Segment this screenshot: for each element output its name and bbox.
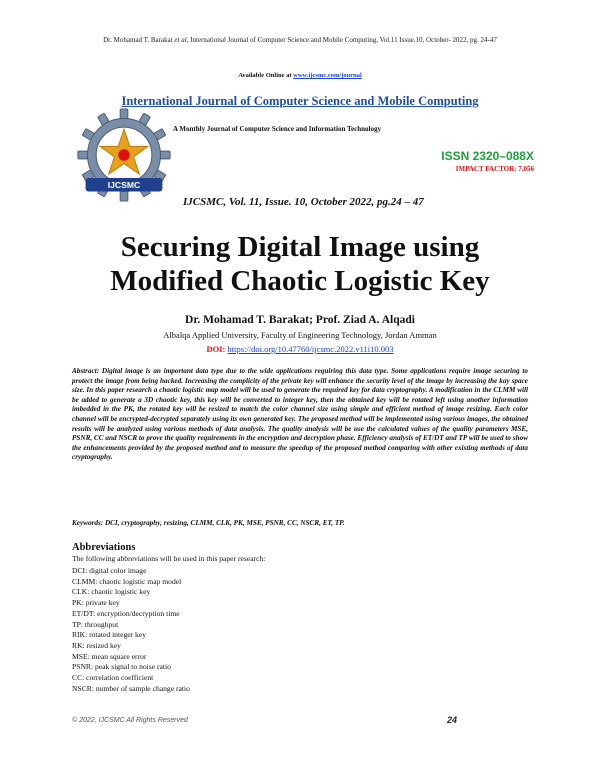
list-item: RIK: rotated integer key — [72, 630, 147, 640]
paper-title-line-2: Modified Chaotic Logistic Key — [110, 265, 490, 297]
abbreviations-intro: The following abbreviations will be used in this paper research: — [72, 554, 266, 563]
doi-line — [0, 344, 600, 354]
ijcsmc-gear-logo-icon — [76, 107, 172, 203]
doi-label: DOI: — [206, 344, 226, 354]
journal-tagline: A Monthly Journal of Computer Science and Information Technology — [173, 125, 381, 133]
list-item: CLK: chaotic logistic key — [72, 587, 151, 597]
journal-url-link[interactable]: www.ijcsmc.com/journal — [293, 72, 362, 79]
list-item: PK: private key — [72, 598, 120, 608]
abbreviations-list — [72, 566, 190, 694]
journal-name[interactable]: International Journal of Computer Science and Mobile Computing — [121, 94, 479, 108]
affiliation: Albalqa Applied University, Faculty of Engineering Technology, Jordan Amman — [163, 330, 437, 340]
running-head-etal: et al — [174, 36, 187, 44]
doi-link[interactable]: https://doi.org/10.47760/ijcsmc.2022.v11i10.003 — [227, 344, 394, 354]
list-item: PSNR: peak signal to noise ratio — [72, 662, 171, 672]
logo-text: IJCSMC — [107, 180, 141, 191]
abbreviations-heading: Abbreviations — [72, 542, 136, 553]
list-item: NSCR: number of sample change ratio — [72, 683, 190, 693]
available-label: Available Online at — [238, 72, 294, 79]
issn-number: ISSN 2320–088X — [441, 149, 534, 163]
list-item: TP: throughput — [72, 619, 119, 629]
list-item: CC: correlation coefficient — [72, 673, 154, 683]
issue-citation: IJCSMC, Vol. 11, Issue. 10, October 2022, pg.24 – 47 — [183, 196, 424, 208]
impact-factor: IMPACT FACTOR: 7.056 — [455, 165, 534, 173]
list-item: MSE: mean square error — [72, 651, 147, 661]
abstract: Abstract: Digital image is an important data type due to the wide applications requiring this data type. Some applications require image securing to protect the image from being hacked. Increasing the complicity of the private key will enhance the security level of the image by increasing the kay space size. In this paper research a chaotic logistic map model will be used to generate the required key for data cryptography. A modification in the CLMM will be added to generate a 3D chaotic key, this key will be converted to integer key, then the obtained key will be rotated left using another information imbedded in the PK, the rotated key will be resized to match the color channel size using simple and efficient method of image resizing. Each color channel will be encrypted-decrypted separately using its own generated key. The proposed method will be implemented using various images, the obtained results will be analyzed using various methods of data analysis. The quality analysis will be use the calculated values of the quality parameters MSE, PSNR, CC and NSCR to prove the quality requirements in the encryption and decryption phase. Efficiency analysis of ET/DT and TP will be used to show the enhancements provided by the proposed method and to measure the speedup of the proposed method comparing with other existing methods of data cryptography. — [72, 367, 528, 462]
page-number: 24 — [447, 715, 458, 725]
running-head — [0, 36, 600, 44]
footer-copyright: © 2022, IJCSMC All Rights Reserved — [72, 717, 188, 724]
running-head-prefix: Dr. Mohamad T. Barakat — [103, 36, 175, 44]
authors: Dr. Mohamad T. Barakat; Prof. Ziad A. Alqadi — [185, 314, 415, 326]
available-online — [0, 72, 600, 79]
paper-title-line-1: Securing Digital Image using — [120, 231, 480, 263]
list-item: RK: resized key — [72, 640, 121, 650]
list-item: ET/DT: encryption/decryption time — [72, 608, 180, 618]
list-item: CLMM: chaotic logistic map model — [72, 576, 182, 586]
paper-title — [0, 230, 600, 298]
list-item: DCI: digital color image — [72, 566, 147, 575]
running-head-suffix: , International Journal of Computer Science and Mobile Computing, Vol.11 Issue.10, October- 2022, pg. 24-47 — [186, 36, 497, 44]
keywords: Keywords: DCI, cryptography, resizing, CLMM, CLK, PK, MSE, PSNR, CC, NSCR, ET, TP. — [72, 519, 345, 527]
